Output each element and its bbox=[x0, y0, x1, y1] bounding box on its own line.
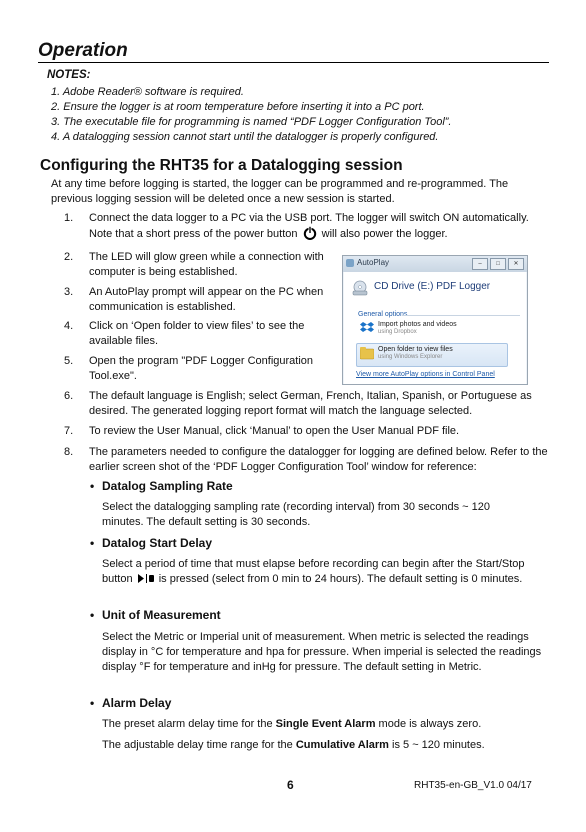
open-folder-sub: using Windows Explorer bbox=[378, 354, 443, 360]
alarm-text-bold: Single Event Alarm bbox=[275, 718, 376, 730]
autoplay-titlebar bbox=[343, 256, 527, 272]
note-item: 3. The executable file for programming is named “PDF Logger Configuration Tool”. bbox=[51, 116, 452, 128]
note-item: 4. A datalogging session cannot start until the datalogger is properly configured. bbox=[51, 131, 439, 143]
step-number: 2. bbox=[64, 251, 74, 263]
step-6-text: The default language is English; select German, French, Italian, Spanish, or Portuguese as desired. The generated logging report format will match the language selected. bbox=[89, 390, 532, 417]
autoplay-app-icon bbox=[346, 259, 354, 267]
notes-title: NOTES: bbox=[47, 69, 91, 81]
bullet-body bbox=[102, 557, 552, 588]
bullet-heading: Alarm Delay bbox=[102, 696, 172, 710]
operation-title: Operation bbox=[38, 40, 128, 61]
general-options-label: General options bbox=[358, 311, 408, 318]
import-photos-option[interactable]: Import photos and videos bbox=[378, 321, 457, 328]
start-stop-icon bbox=[138, 573, 154, 588]
power-icon bbox=[303, 226, 317, 240]
document-code: RHT35-en-GB_V1.0 04/17 bbox=[414, 780, 532, 791]
bullet-dot: • bbox=[90, 696, 95, 710]
step-number: 5. bbox=[64, 355, 74, 367]
window-controls bbox=[472, 258, 524, 270]
bullet-dot: • bbox=[90, 608, 95, 622]
maximize-icon[interactable]: □ bbox=[490, 258, 506, 270]
general-options-rule bbox=[402, 315, 520, 316]
step-number: 6. bbox=[64, 390, 74, 402]
bullet-dot: • bbox=[90, 479, 95, 493]
intro-paragraph: At any time before logging is started, the logger can be programmed and re-programmed. The previous logging session will be deleted once a new session is started. bbox=[51, 178, 509, 205]
note-item: 2. Ensure the logger is at room temperature before inserting it into a PC port. bbox=[51, 101, 425, 113]
start-delay-text-b: is pressed (select from 0 min to 24 hours). The default setting is 0 minutes. bbox=[158, 573, 523, 585]
autoplay-window bbox=[342, 255, 528, 385]
more-autoplay-options-link[interactable]: View more AutoPlay options in Control Panel bbox=[356, 371, 495, 378]
step-1-text-b: will also power the logger. bbox=[321, 228, 448, 240]
bullet-body bbox=[102, 738, 552, 753]
step-5-text: Open the program "PDF Logger Configuration Tool.exe". bbox=[89, 355, 314, 382]
step-number: 7. bbox=[64, 425, 74, 437]
bullet-dot: • bbox=[90, 536, 95, 550]
bullet-body: Select the Metric or Imperial unit of measurement. When metric is selected the readings display in °C for temperature and hpa for pressure. When imperial is selected the readings display °F for temperature and inHg for pressure. The default setting in Metric. bbox=[102, 631, 542, 673]
bullet-body bbox=[102, 717, 552, 732]
alarm-text: The adjustable delay time range for the bbox=[102, 739, 296, 751]
step-number: 1. bbox=[64, 212, 74, 224]
step-number: 8. bbox=[64, 446, 74, 458]
note-item: 1. Adobe Reader® software is required. bbox=[51, 86, 244, 98]
step-3-text: An AutoPlay prompt will appear on the PC when communication is established. bbox=[89, 286, 324, 313]
dropbox-icon bbox=[360, 322, 374, 332]
bullet-heading: Datalog Start Delay bbox=[102, 536, 213, 550]
alarm-text-bold: Cumulative Alarm bbox=[295, 739, 389, 751]
alarm-text: is 5 ~ 120 minutes. bbox=[388, 739, 485, 751]
page-number: 6 bbox=[287, 778, 294, 792]
alarm-text: mode is always zero. bbox=[375, 718, 482, 730]
bullet-heading: Unit of Measurement bbox=[102, 608, 221, 622]
close-icon[interactable]: ✕ bbox=[508, 258, 524, 270]
start-delay-text-a: Select a period of time that must elapse before recording can begin after the Start/Stop button bbox=[102, 558, 525, 585]
autoplay-title: AutoPlay bbox=[357, 258, 390, 267]
section-title: Configuring the RHT35 for a Datalogging session bbox=[40, 157, 403, 174]
cd-drive-icon bbox=[352, 280, 368, 296]
step-number: 4. bbox=[64, 320, 74, 332]
minimize-icon[interactable]: – bbox=[472, 258, 488, 270]
step-number: 3. bbox=[64, 286, 74, 298]
autoplay-body bbox=[344, 272, 526, 384]
bullet-heading: Datalog Sampling Rate bbox=[102, 479, 233, 493]
open-folder-option[interactable]: Open folder to view files bbox=[378, 346, 453, 353]
import-photos-sub: using Dropbox bbox=[378, 329, 417, 335]
drive-label: CD Drive (E:) PDF Logger bbox=[374, 281, 491, 292]
step-4-text: Click on ‘Open folder to view files’ to see the available files. bbox=[89, 320, 305, 347]
title-rule bbox=[38, 62, 549, 63]
folder-icon bbox=[360, 346, 374, 360]
bullet-body: Select the datalogging sampling rate (recording interval) from 30 seconds ~ 120 minutes. The default setting is 30 seconds. bbox=[102, 501, 490, 528]
step-7-text: To review the User Manual, click ‘Manual’ to open the User Manual PDF file. bbox=[89, 425, 460, 437]
step-2-text: The LED will glow green while a connection with computer is being established. bbox=[89, 251, 324, 278]
step-1-text-a: Connect the data logger to a PC via the USB port. The logger will switch ON automatically. Note that a short press of the power button bbox=[89, 212, 529, 240]
step-1-text bbox=[89, 211, 551, 242]
alarm-text: The preset alarm delay time for the bbox=[102, 718, 276, 730]
step-8-text: The parameters needed to configure the datalogger for logging are defined below. Refer to the earlier screen shot of the ‘PDF Logger Configuration Tool’ window for reference: bbox=[89, 446, 548, 473]
